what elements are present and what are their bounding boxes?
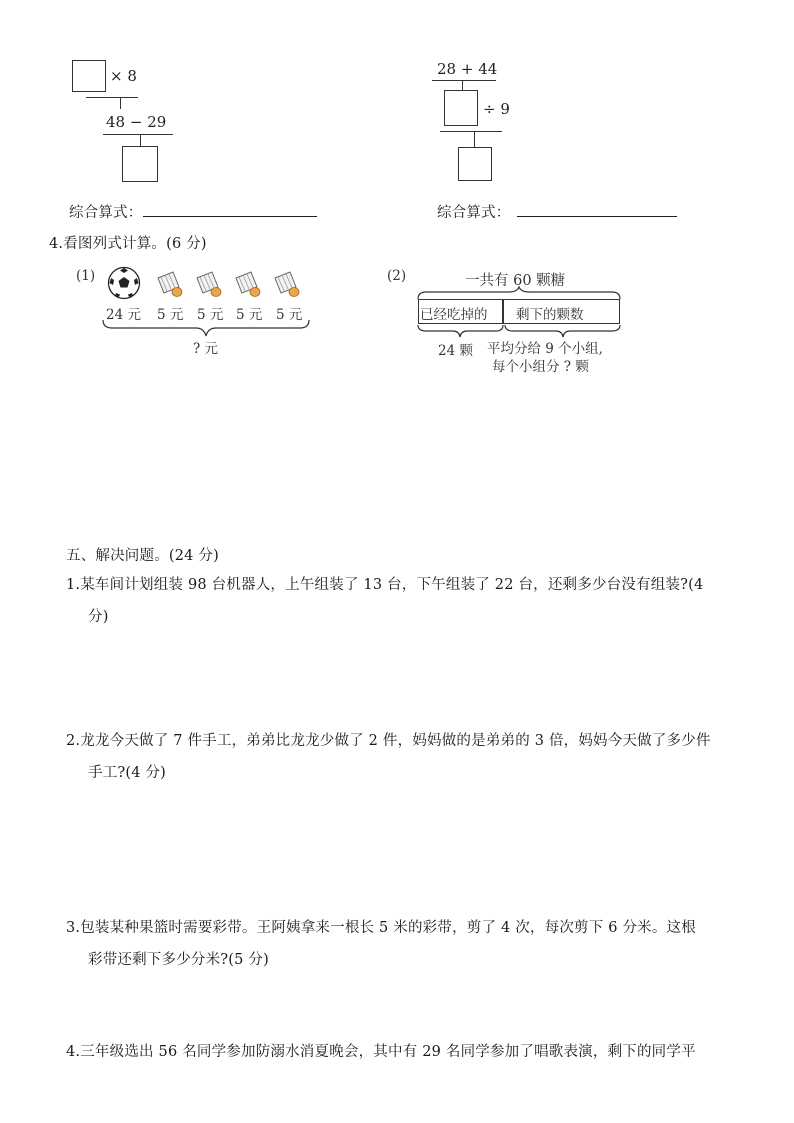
fig1-price-shuttle: 5 元: [236, 307, 263, 323]
fig2-top-brace: [416, 286, 622, 300]
combined-answer-line-right[interactable]: [517, 216, 677, 217]
question-1-line1: 1.某车间计划组装 98 台机器人，上午组装了 13 台，下午组装了 22 台，还剩多少台没有组装?(4: [66, 577, 704, 593]
combined-label-right: 综合算式：: [437, 205, 511, 221]
question-2-line2: 手工?(4 分): [88, 765, 167, 781]
fig1-question: ? 元: [193, 341, 219, 357]
fig1-price-shuttle: 5 元: [276, 307, 303, 323]
shuttlecock-icon: [272, 270, 302, 298]
combined-answer-line-left[interactable]: [143, 216, 317, 217]
fig2-remaining-label: 剩下的颗数: [516, 307, 584, 323]
question-4-line1: 4.三年级选出 56 名同学参加防溺水消夏晚会，其中有 29 名同学参加了唱歌表演，剩下的同学平: [66, 1044, 696, 1060]
flow2-input-box[interactable]: [444, 90, 478, 126]
flow1-divider-mid: [103, 134, 173, 135]
question-4: [66, 1036, 746, 1068]
fig2-eaten-count: 24 颗: [438, 343, 473, 359]
combined-label-left: 综合算式：: [69, 205, 143, 221]
fig1-price-shuttle: 5 元: [157, 307, 184, 323]
flow2-op-top: 28 + 44: [437, 60, 498, 78]
flow2-connector-1: [462, 80, 463, 90]
section5-title: 五、解决问题。(24 分): [66, 548, 219, 564]
shuttlecock-icon: [194, 270, 224, 298]
section4-title: 4.看图列式计算。(6 分): [49, 236, 207, 252]
flow1-connector-1: [120, 97, 121, 109]
fig1-price-ball: 24 元: [106, 307, 141, 323]
question-3-line2: 彩带还剩下多少分米?(5 分): [88, 952, 269, 968]
shuttlecock-icon: [233, 270, 263, 298]
fig1-price-shuttle: 5 元: [197, 307, 224, 323]
question-3: [66, 912, 746, 976]
question-1-line2: 分): [88, 609, 109, 625]
flow2-result-box[interactable]: [458, 147, 492, 181]
flow1-result-box[interactable]: [122, 146, 158, 182]
question-3-line1: 3.包装某种果篮时需要彩带。王阿姨拿来一根长 5 米的彩带，剪了 4 次，每次剪下 6 分米。这根: [66, 920, 696, 936]
fig2-eaten-label: 已经吃掉的: [420, 307, 488, 323]
fig2-desc-line2: 每个小组分 ? 颗: [492, 359, 589, 375]
question-2: [66, 725, 746, 789]
question-1: [66, 569, 746, 633]
fig2-total: 一共有 60 颗糖: [465, 273, 566, 289]
fig2-label: (2): [387, 268, 407, 284]
flow1-op-mid: 48 − 29: [106, 113, 167, 131]
fig2-desc-line1: 平均分给 9 个小组,: [487, 341, 603, 357]
flow2-op-mid: ÷ 9: [483, 100, 510, 118]
flow1-input-box-top[interactable]: [72, 60, 106, 92]
flow2-connector-2: [474, 131, 475, 147]
question-2-line1: 2.龙龙今天做了 7 件手工，弟弟比龙龙少做了 2 件，妈妈做的是弟弟的 3 倍，妈妈今天做了多少件: [66, 733, 711, 749]
flow2-divider-top: [432, 80, 496, 81]
shuttlecock-icon: [155, 270, 185, 298]
flow1-op-top: × 8: [110, 67, 137, 85]
flow1-divider-top: [86, 97, 138, 98]
fig1-label: (1): [76, 268, 96, 284]
flow2-divider-mid: [440, 131, 502, 132]
fig2-bottom-brace: [416, 324, 622, 338]
soccer-ball-icon: [107, 266, 141, 300]
